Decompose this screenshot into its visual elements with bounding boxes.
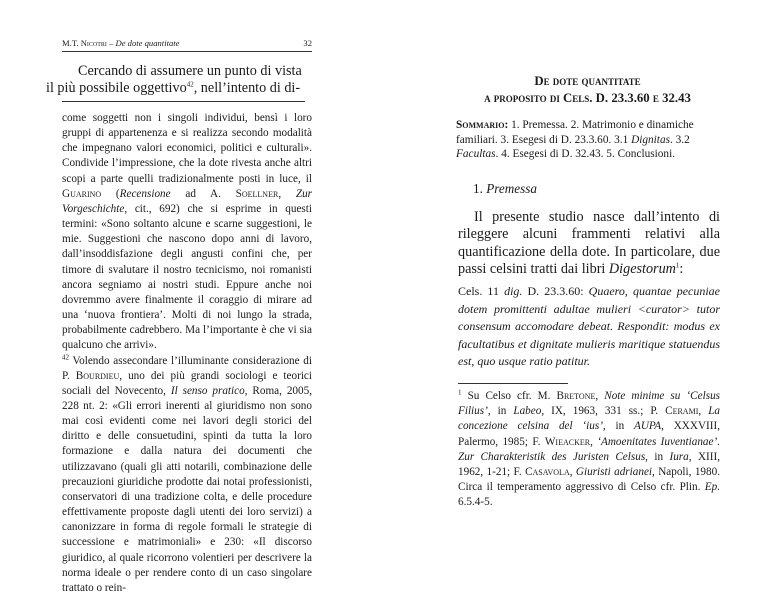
quote-dig: dig. [504, 284, 522, 298]
fn1-part: , in [603, 420, 634, 432]
fn42-part: , uno dei più grandi sociologi e teorici sociali del Novecento, [62, 370, 312, 397]
running-head-title: De dote quantitate [116, 38, 180, 48]
body-paragraph [62, 63, 312, 97]
fn1-labeo: Labeo [513, 405, 541, 417]
fn1-title: Note minime su ‘Celsus Filius’ [458, 390, 720, 417]
summary-part: . 4. Esegesi di D. 32.43. 5. Conclusioni. [496, 148, 676, 160]
body-line-2b: , nell’intento di di- [194, 80, 300, 96]
author-bourdieu: Bourdieu [76, 370, 119, 382]
article-title [450, 73, 725, 107]
fn1-part: , XXXVIII, Palermo, 1985; F. [458, 420, 720, 447]
footnote-ref-1[interactable]: 1 [676, 261, 680, 269]
section-number: 1. [473, 181, 486, 196]
footnote-rule-right [458, 383, 568, 384]
fn41-part: ad A. [171, 188, 236, 200]
body-part: : [679, 261, 683, 277]
author-bretone: Bretone [556, 390, 595, 402]
author-guarino: Guarino [62, 188, 101, 200]
summary-dignitas: Dignitas [631, 134, 670, 146]
fn1-part: , [595, 390, 604, 402]
fn1-aupa: AUPA [634, 420, 661, 432]
footnote-ref-42[interactable]: 42 [187, 80, 194, 88]
author-cerami: Cerami [665, 405, 698, 417]
title-line-1: De dote quantitate [450, 73, 725, 90]
section-title: Premessa [486, 181, 537, 196]
fn41-recensione: Recensione [120, 188, 171, 200]
footnotes-left [62, 111, 312, 596]
fn41-part: , [278, 188, 296, 200]
author-casavola: Casavola [525, 466, 570, 478]
fn1-part: , XIII, 1962, 1-21; F. [458, 451, 720, 478]
summary-part: . 3.2 [670, 134, 690, 146]
summary-part: 1. Premessa. 2. Matrimonio e dinamiche familiari. 3. Esegesi di D. 23.3.60. 3.1 [456, 119, 694, 146]
author-wieacker: Wieacker [545, 436, 590, 448]
fn1-title: ‘Amoenitates Iuventianae’. Zur Charakteristik des Juristen Celsus [458, 436, 720, 463]
running-head [62, 38, 312, 52]
fn1-part: , in [645, 451, 669, 463]
fn1-part: , [590, 436, 597, 448]
fn42-book-title: Il senso pratico [171, 385, 245, 397]
summary-facultas: Facultas [456, 148, 496, 160]
fn41-zur-vorgeschichte: Zur Vorgeschichte [62, 188, 312, 215]
left-page [0, 0, 384, 543]
fn1-part: Su Celso cfr. M. [462, 390, 557, 402]
fn1-part: , Napoli, 1980. Circa il temperamento aggressivo di Celso cfr. Plin. [458, 466, 720, 493]
digestorum: Digestorum [609, 261, 676, 277]
fn1-part: , in [488, 405, 514, 417]
body-part: Il presente studio nasce dall’intento di rileggere alcuni frammenti relativi alla quantificazione della dote. In particolare, due passi celsini tratti dai libri [458, 209, 720, 277]
quote-text: Quaero, quantae pecuniae dotem promittenti adultae mulieri <curator> tutor consensum accomodare debeat. Respondit: modus ex facultatibus et dignitate mulieris maritique statuendus est, quo usque ratio patitur. [458, 284, 720, 368]
fn1-ep: Ep. [705, 481, 720, 493]
section-heading [473, 181, 537, 197]
fn1-part: 6.5.4-5. [458, 496, 493, 508]
footnote-rule [62, 101, 305, 102]
fn42-part: Volendo assecondare l’illuminante considerazione di P. [62, 355, 312, 382]
body-paragraph-right [458, 209, 720, 278]
summary-label: Sommario: [456, 119, 508, 131]
fn1-title: La concezione celsina del ‘ius’ [458, 405, 720, 432]
quote-source: Cels. 11 [458, 284, 504, 298]
running-head-author: M.T. Nicotri [62, 38, 107, 48]
footnote-1 [458, 389, 720, 511]
fn41-text: come soggetti non i singoli individui, bensì i loro gruppi di appartenenza e si realizza secondo modalità che impegnano valori economici, politici e culturali». Condivide l’impressione, che la dote rivesta anche altri scopi a parte quelli tradizionalmente posti in luce, il [62, 112, 312, 185]
quote-reference: D. 23.3.60: [522, 284, 588, 298]
body-line-2a: il più possibile oggettivo [46, 80, 187, 96]
title-line-2: a proposito di Cels. D. 23.3.60 e 32.43 [450, 90, 725, 107]
footnote-42-number: 42 [62, 353, 69, 361]
fn1-part: , [698, 405, 708, 417]
fn42-part: , Roma, 2005, 228 nt. 2: «Gli errori inerenti al giuridismo non sono mai così evidenti come nei lavori degli storici del diritto e delle consuetudini, spinti da tutta la loro formazione e dalla natura dei documenti che utilizzavano (quali gli atti notarili, combinazione delle precauzioni giuridiche prodotte dai notai professionisti, conservatori di una tradizione colta, e delle procedure effettivamente proposte dagli utenti dei loro servizi) a canonizzare in forma di regole formali le strategie di successione e matrimoniali» e 230: «Il discorso giuridico, al quale ricorrono volentieri per descrivere la norma ideale o per rendere conto di un caso singolare trattato o rein- [62, 385, 312, 594]
page-number: 32 [303, 38, 312, 48]
right-page [384, 0, 768, 543]
fn1-title: Giuristi adrianei [576, 466, 652, 478]
fn1-part: , IX, 1963, 331 ss.; P. [541, 405, 665, 417]
footnote-41-continuation [62, 111, 312, 354]
body-line-1: Cercando di assumere un punto di vista [78, 63, 302, 79]
fn1-part: , [570, 466, 576, 478]
author-soellner: Soellner [236, 188, 279, 200]
fn41-tail: , cit., 692) che si esprime in questi termini: «Sono soltanto alcune e scarne suggestioni, le mie. Suggestioni che nascono dopo anni di lavoro, dall’insoddisfazione degli angusti confini che, per timore di svalutare il nostro tecnicismo, noi romanisti ancora segniamo ai nostri studi. Eppure anche noi dovremmo avere finalmente il coraggio di mirare ad una ‘nuova frontiera’. Molti di noi lungo la strada, probabilmente cadrebbero. Ma l’importante è che vi sia qualcuno che arrivi». [62, 203, 312, 351]
fn1-iura: Iura [669, 451, 688, 463]
footnote-42 [62, 354, 312, 596]
footnote-1-number: 1 [458, 388, 462, 396]
fn41-part: ( [101, 188, 119, 200]
running-head-sep: – [107, 38, 116, 48]
summary [456, 118, 721, 162]
quoted-passage [458, 283, 720, 371]
